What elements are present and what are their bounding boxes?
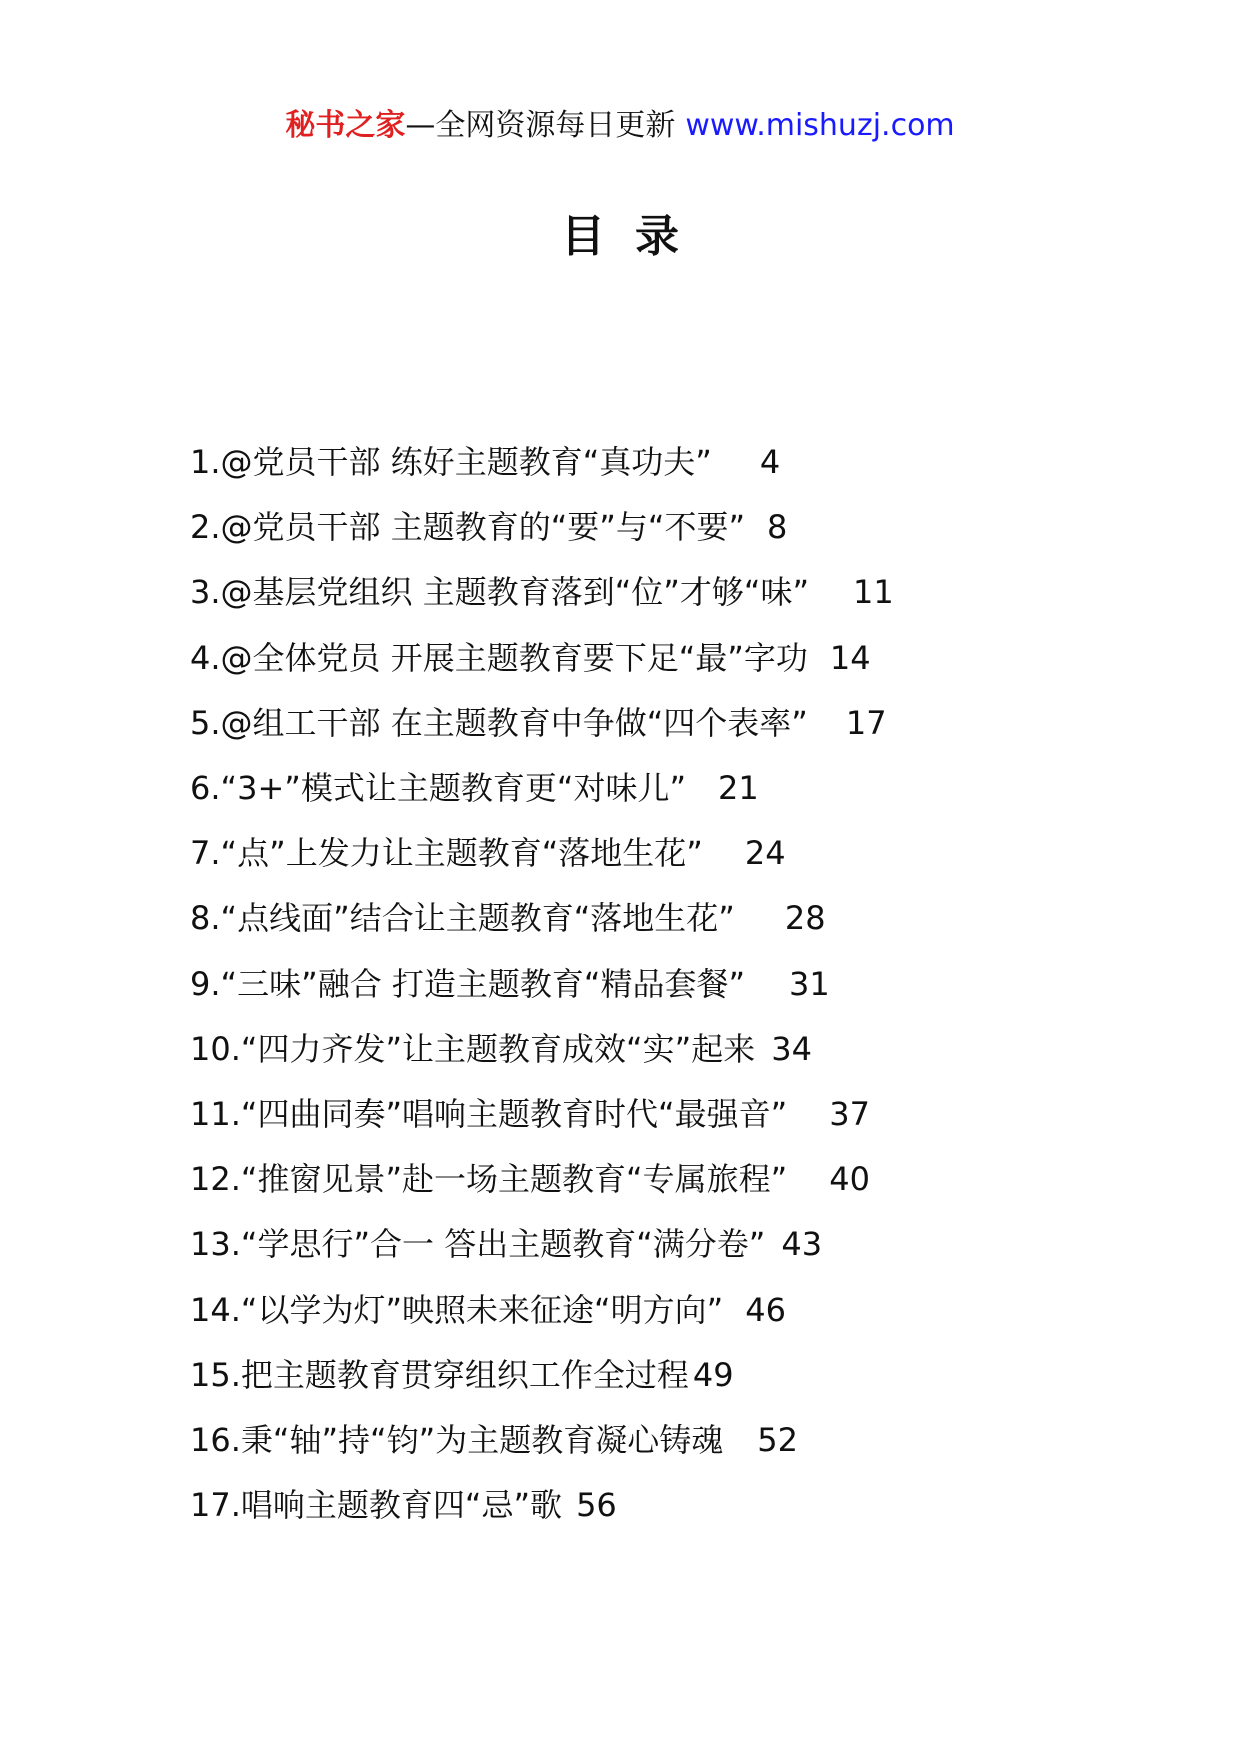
- toc-entry-title: 10.“四力齐发”让主题教育成效“实”起来: [190, 1029, 756, 1068]
- toc-entry-title: 9.“三味”融合 打造主题教育“精品套餐”: [190, 964, 746, 1003]
- toc-entry-title: 7.“点”上发力让主题教育“落地生花”: [190, 834, 703, 873]
- toc-entry-page-number: 8: [767, 508, 788, 547]
- toc-entry-page-number: 4: [759, 443, 781, 482]
- toc-entry[interactable]: [190, 1277, 1190, 1342]
- banner-tagline: —全网资源每日更新: [405, 108, 676, 143]
- toc-entry[interactable]: [190, 430, 1190, 495]
- toc-entry[interactable]: [190, 1082, 1190, 1147]
- toc-entry[interactable]: [190, 1343, 1190, 1408]
- toc-entry-page-number: 40: [829, 1160, 870, 1199]
- toc-entry-title: 4.@全体党员 开展主题教育要下足“最”字功: [190, 638, 808, 677]
- toc-entry-title: 6.“3+”模式让主题教育更“对味儿”: [190, 769, 687, 808]
- page-title: 目录: [561, 211, 709, 262]
- toc-entry-page-number: 21: [718, 769, 759, 808]
- toc-entry-page-number: 28: [784, 899, 826, 938]
- toc-entry-title: 8.“点线面”结合让主题教育“落地生花”: [190, 899, 735, 938]
- toc-entry-page-number: 11: [853, 573, 894, 612]
- toc-entry[interactable]: [190, 952, 1190, 1017]
- toc-entry[interactable]: [190, 1017, 1190, 1082]
- toc-entry-page-number: 46: [745, 1290, 786, 1329]
- toc-entry-page-number: 52: [757, 1420, 798, 1459]
- toc-entry-page-number: 31: [789, 964, 830, 1003]
- toc-entry[interactable]: [190, 1408, 1190, 1473]
- toc-entry[interactable]: [190, 1473, 1190, 1538]
- toc-entry-title: 16.秉“轴”持“钧”为主题教育凝心铸魂: [190, 1420, 724, 1459]
- toc-entry[interactable]: [190, 1212, 1190, 1277]
- toc-entry[interactable]: [190, 1147, 1190, 1212]
- toc-entry-title: 12.“推窗见景”赴一场主题教育“专属旅程”: [190, 1160, 788, 1199]
- toc-entry[interactable]: [190, 560, 1190, 625]
- toc-entry-title: 17.唱响主题教育四“忌”歌: [190, 1486, 563, 1525]
- toc-entry-page-number: 14: [829, 638, 871, 677]
- toc-entry-page-number: 24: [744, 834, 786, 873]
- site-banner: [0, 100, 1240, 144]
- toc-entry[interactable]: [190, 626, 1190, 691]
- toc-entry-title: 3.@基层党组织 主题教育落到“位”才够“味”: [190, 573, 810, 612]
- toc-entry[interactable]: [190, 495, 1190, 560]
- brand-name: 秘书之家: [285, 108, 406, 143]
- toc-entry-title: 14.“以学为灯”映照未来征途“明方向”: [190, 1290, 724, 1329]
- site-url-link[interactable]: www.mishuzj.com: [685, 108, 955, 143]
- toc-entry[interactable]: [190, 691, 1190, 756]
- toc-entry-title: 5.@组工干部 在主题教育中争做“四个表率”: [190, 703, 808, 742]
- table-of-contents: [190, 430, 1190, 1538]
- toc-entry[interactable]: [190, 821, 1190, 886]
- toc-entry-title: 1.@党员干部 练好主题教育“真功夫”: [190, 443, 712, 482]
- toc-entry-page-number: 43: [781, 1225, 823, 1264]
- toc-entry-page-number: 17: [845, 703, 887, 742]
- toc-entry-page-number: 49: [692, 1355, 734, 1394]
- toc-entry-title: 13.“学思行”合一 答出主题教育“满分卷”: [190, 1225, 766, 1264]
- toc-entry[interactable]: [190, 756, 1190, 821]
- toc-entry-title: 2.@党员干部 主题教育的“要”与“不要”: [190, 508, 746, 547]
- toc-entry-page-number: 37: [829, 1094, 870, 1133]
- toc-entry-page-number: 34: [771, 1029, 812, 1068]
- toc-entry-page-number: 56: [576, 1486, 617, 1525]
- toc-entry-title: 11.“四曲同奏”唱响主题教育时代“最强音”: [190, 1094, 788, 1133]
- toc-entry[interactable]: [190, 886, 1190, 951]
- toc-entry-title: 15.把主题教育贯穿组织工作全过程: [190, 1355, 689, 1394]
